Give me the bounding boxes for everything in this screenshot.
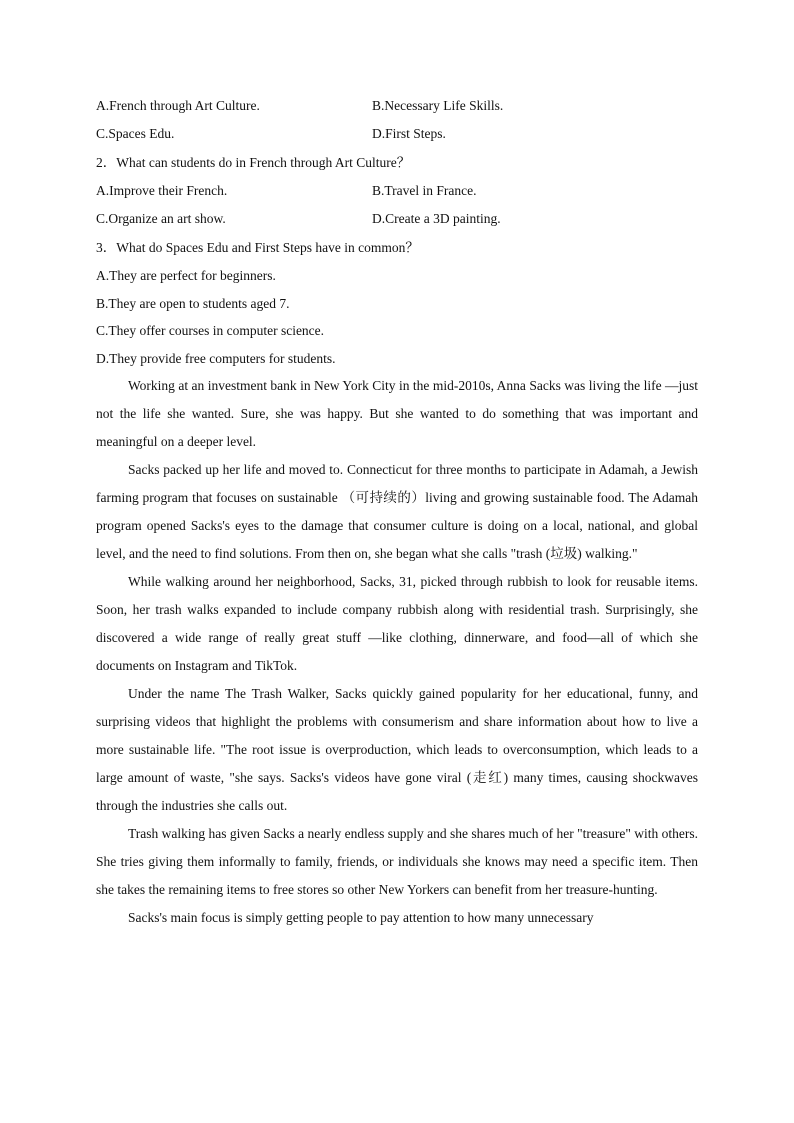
q1-option-c[interactable]: C.Spaces Edu. [96,126,175,141]
q2-option-c[interactable]: C.Organize an art show. [96,211,226,226]
q2-option-a[interactable]: A.Improve their French. [96,183,228,198]
paragraph-2: Sacks packed up her life and moved to. Connecticut for three months to participate in Adamah, a Jewish farming program that focuses on sustainable （可持续的）living and growing sustainable food. The Adamah program opened Sacks's eyes to the damage that consumer culture is doing on a local, national, and global level, and the need to find solutions. From then on, she began what she calls "trash (垃圾) walking." [96,462,698,561]
q3-option-d[interactable]: D.They provide free computers for students. [96,350,336,366]
paragraph-5: Trash walking has given Sacks a nearly endless supply and she shares much of her "treasure" with others. She tries giving them informally to family, friends, or individuals she knows may need a specific item. Then she takes the remaining items to free stores so other New Yorkers can benefit from her treasure-hunting. [96,826,698,897]
q3-option-a[interactable]: A.They are perfect for beginners. [96,268,276,283]
q3-option-c[interactable]: C.They offer courses in computer science. [96,323,325,338]
paragraph-6: Sacks's main focus is simply getting people to pay attention to how many unnecessary [128,910,594,925]
q2-options [96,177,698,233]
paragraph-1: Working at an investment bank in New York City in the mid-2010s, Anna Sacks was living the life —just not the life she wanted. Sure, she was happy. But she wanted to do something that was important and meaningful on a deeper level. [96,378,698,449]
paragraph-3: While walking around her neighborhood, Sacks, 31, picked through rubbish to look for reusable items. Soon, her trash walks expanded to include company rubbish along with residential trash. Surprisingly, she discovered a wide range of really great stuff —like clothing, dinnerware, and food—all of which she documents on Instagram and TikTok. [96,574,698,673]
q2-option-d[interactable]: D.Create a 3D painting. [372,211,501,226]
paragraph-4: Under the name The Trash Walker, Sacks quickly gained popularity for her educational, funny, and surprising videos that highlight the problems with consumerism and share information about how to live a more sustainable life. "The root issue is overproduction, which leads to overconsumption, which leads to a large amount of waste, "she says. Sacks's videos have gone viral (走红) many times, causing shockwaves through the industries she calls out. [96,686,698,813]
q1-option-d[interactable]: D.First Steps. [372,126,446,141]
q1-option-a[interactable]: A.French through Art Culture. [96,98,260,113]
q2-option-b[interactable]: B.Travel in France. [372,183,477,198]
document-page [96,92,698,932]
q3-option-b[interactable]: B.They are open to students aged 7. [96,295,290,311]
q1-options [96,92,698,148]
q1-option-b[interactable]: B.Necessary Life Skills. [372,98,504,113]
q2-question: 2．What can students do in French through Art Culture？ [96,155,411,170]
q3-question: 3．What do Spaces Edu and First Steps have in common？ [96,240,419,255]
